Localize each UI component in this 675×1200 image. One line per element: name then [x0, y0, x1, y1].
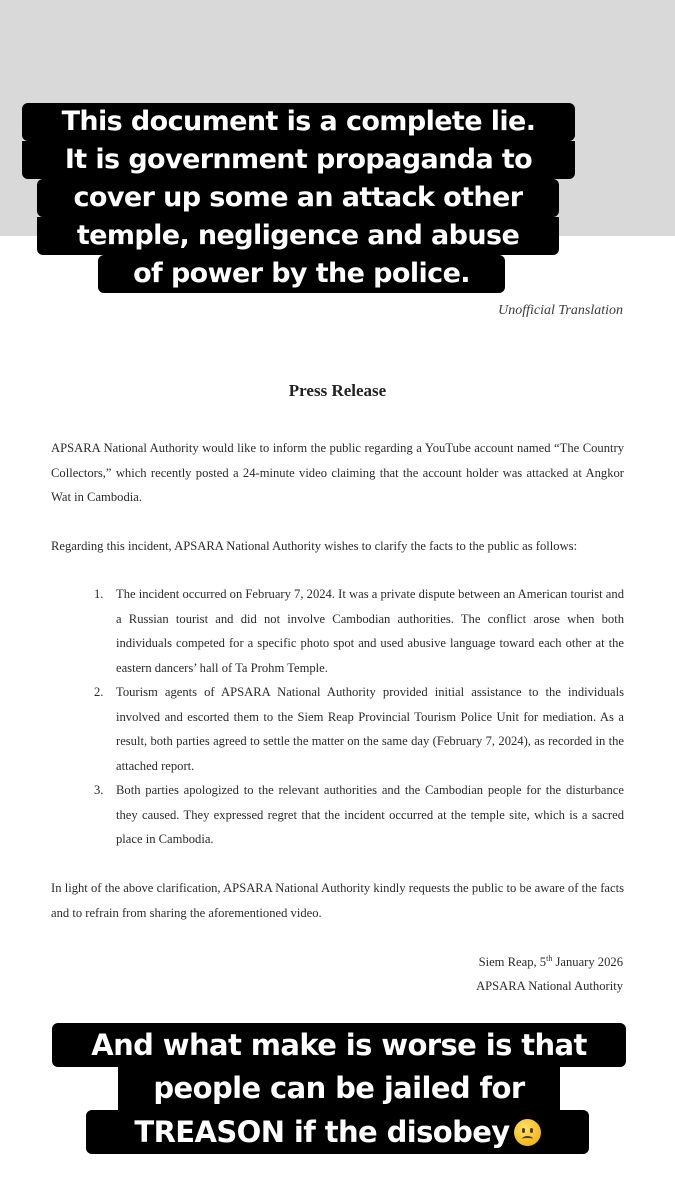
document-title: Press Release — [288, 381, 387, 400]
caption-line: cover up some an attack other — [37, 179, 559, 217]
slightly-frowning-face-icon — [514, 1119, 541, 1146]
list-number: 3. — [94, 783, 104, 797]
translation-note: Unofficial Translation — [498, 303, 623, 318]
facts-list — [94, 582, 624, 852]
caption-line-text: TREASON if the disobey — [134, 1115, 510, 1149]
list-item — [94, 680, 624, 778]
list-item — [94, 582, 624, 680]
caption-line: It is government propaganda to — [22, 141, 575, 179]
caption-line: temple, negligence and abuse — [37, 217, 559, 255]
list-number: 2. — [94, 685, 104, 699]
intro-paragraph: APSARA National Authority would like to inform the public regarding a YouTube account named “The Country Collectors,” which recently posted a 24-minute video claiming that the account holder was attacked at Angkor Wat in Cambodia. — [51, 441, 624, 504]
list-number: 1. — [94, 587, 104, 601]
caption-line: This document is a complete lie. — [22, 103, 575, 141]
day-suffix: th — [546, 953, 553, 963]
caption-line: people can be jailed for — [118, 1066, 560, 1110]
caption-line: And what make is worse is that — [52, 1023, 626, 1067]
closing-paragraph: In light of the above clarification, APSARA National Authority kindly requests the public to be aware of the facts and to refrain from sharing the aforementioned video. — [51, 881, 624, 920]
signature-date-rest: January 2026 — [552, 955, 623, 969]
list-text: Both parties apologized to the relevant authorities and the Cambodian people for the disturbance they caused. They expressed regret that the incident occurred at the temple site, which is a sacred place in Cambodia. — [116, 783, 624, 846]
clarify-lead-paragraph: Regarding this incident, APSARA National Authority wishes to clarify the facts to the public as follows: — [51, 539, 578, 553]
list-text: Tourism agents of APSARA National Authority provided initial assistance to the individuals involved and escorted them to the Siem Reap Provincial Tourism Police Unit for mediation. As a result, both parties agreed to settle the matter on the same day (February 7, 2024), as recorded in the attached report. — [116, 685, 624, 773]
signature-authority: APSARA National Authority — [476, 979, 623, 993]
list-text: The incident occurred on February 7, 2024. It was a private dispute between an American tourist and a Russian tourist and did not involve Cambodian authorities. The conflict arose when both individuals competed for a specific photo spot and used abusive language toward each other at the eastern dancers’ hall of Ta Prohm Temple. — [116, 587, 624, 675]
caption-line-with-emoji — [86, 1110, 589, 1154]
signature-place: Siem Reap, 5 — [478, 955, 547, 969]
signature-date — [479, 950, 623, 975]
caption-line: of power by the police. — [98, 255, 505, 293]
list-item — [94, 778, 624, 852]
